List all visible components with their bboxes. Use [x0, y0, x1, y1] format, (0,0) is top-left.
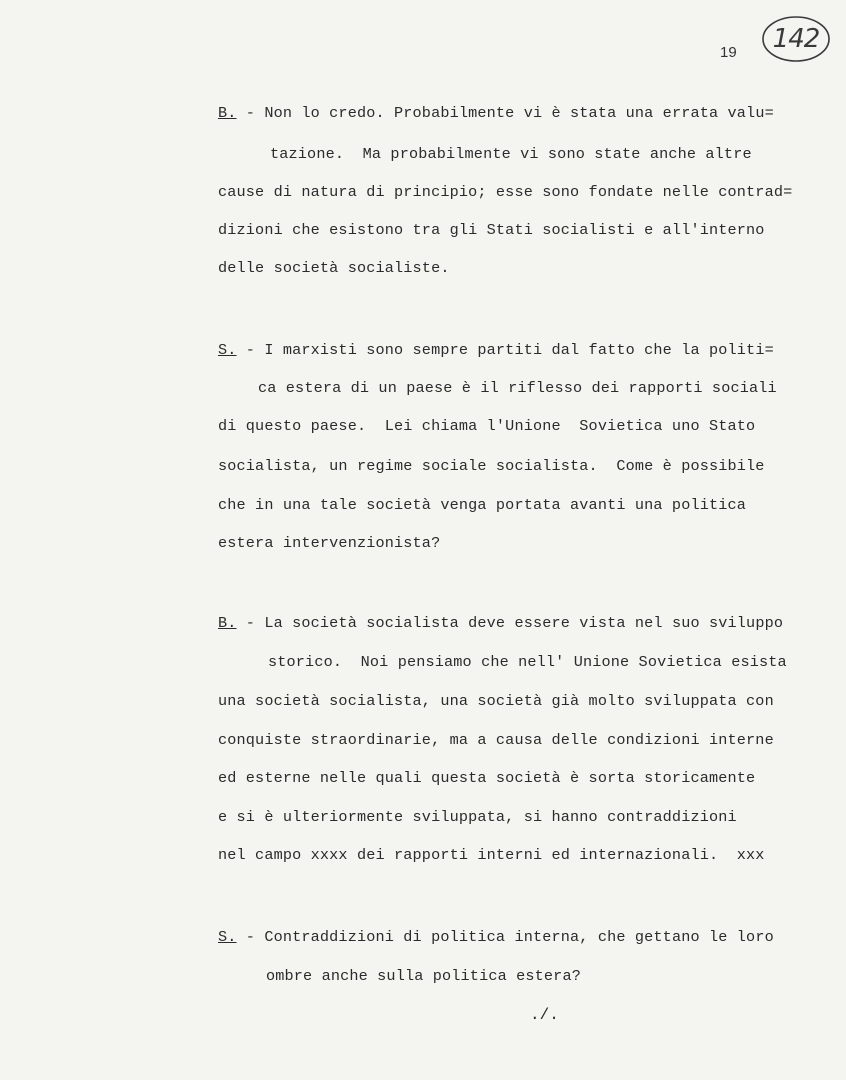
line-text: - La società socialista deve essere vista nel suo sviluppo [236, 614, 784, 632]
speaker-label: S. [218, 928, 237, 946]
paragraph-3-line: una società socialista, una società già molto sviluppata con [218, 692, 774, 710]
paragraph-1-line: delle società socialiste. [218, 259, 450, 277]
speaker-label: B. [218, 614, 237, 632]
paragraph-4-line: ombre anche sulla politica estera? [266, 967, 581, 985]
archive-stamp [760, 14, 832, 64]
paragraph-1-line: cause di natura di principio; esse sono fondate nelle contrad= [218, 183, 793, 201]
paragraph-3-line: nel campo xxxx dei rapporti interni ed internazionali. xxx [218, 846, 765, 864]
continuation-mark: ./. [530, 1006, 559, 1024]
archive-stamp-number: 142 [772, 24, 820, 54]
line-text: - Non lo credo. Probabilmente vi è stata una errata valu= [236, 104, 774, 122]
paragraph-3-first-line [218, 614, 783, 632]
speaker-label: B. [218, 104, 237, 122]
paragraph-2-line: estera intervenzionista? [218, 534, 441, 552]
paragraph-3-line: e si è ulteriormente sviluppata, si hanno contraddizioni [218, 808, 737, 826]
paragraph-3-line: conquiste straordinarie, ma a causa delle condizioni interne [218, 731, 774, 749]
paragraph-2-first-line [218, 341, 774, 359]
paragraph-1-line: dizioni che esistono tra gli Stati socialisti e all'interno [218, 221, 765, 239]
paragraph-2-line: di questo paese. Lei chiama l'Unione Sovietica uno Stato [218, 417, 756, 435]
paragraph-3-line: storico. Noi pensiamo che nell' Unione Sovietica esista [268, 653, 787, 671]
paragraph-1-line: tazione. Ma probabilmente vi sono state anche altre [270, 145, 752, 163]
page-number: 19 [720, 44, 737, 61]
line-text: - Contraddizioni di politica interna, che gettano le loro [236, 928, 774, 946]
speaker-label: S. [218, 341, 237, 359]
paragraph-2-line: ca estera di un paese è il riflesso dei rapporti sociali [258, 379, 777, 397]
paragraph-4-first-line [218, 928, 774, 946]
paragraph-1-first-line [218, 104, 774, 122]
line-text: - I marxisti sono sempre partiti dal fatto che la politi= [236, 341, 774, 359]
paragraph-2-line: che in una tale società venga portata avanti una politica [218, 496, 747, 514]
paragraph-3-line: ed esterne nelle quali questa società è sorta storicamente [218, 769, 756, 787]
paragraph-2-line: socialista, un regime sociale socialista. Come è possibile [218, 457, 765, 475]
